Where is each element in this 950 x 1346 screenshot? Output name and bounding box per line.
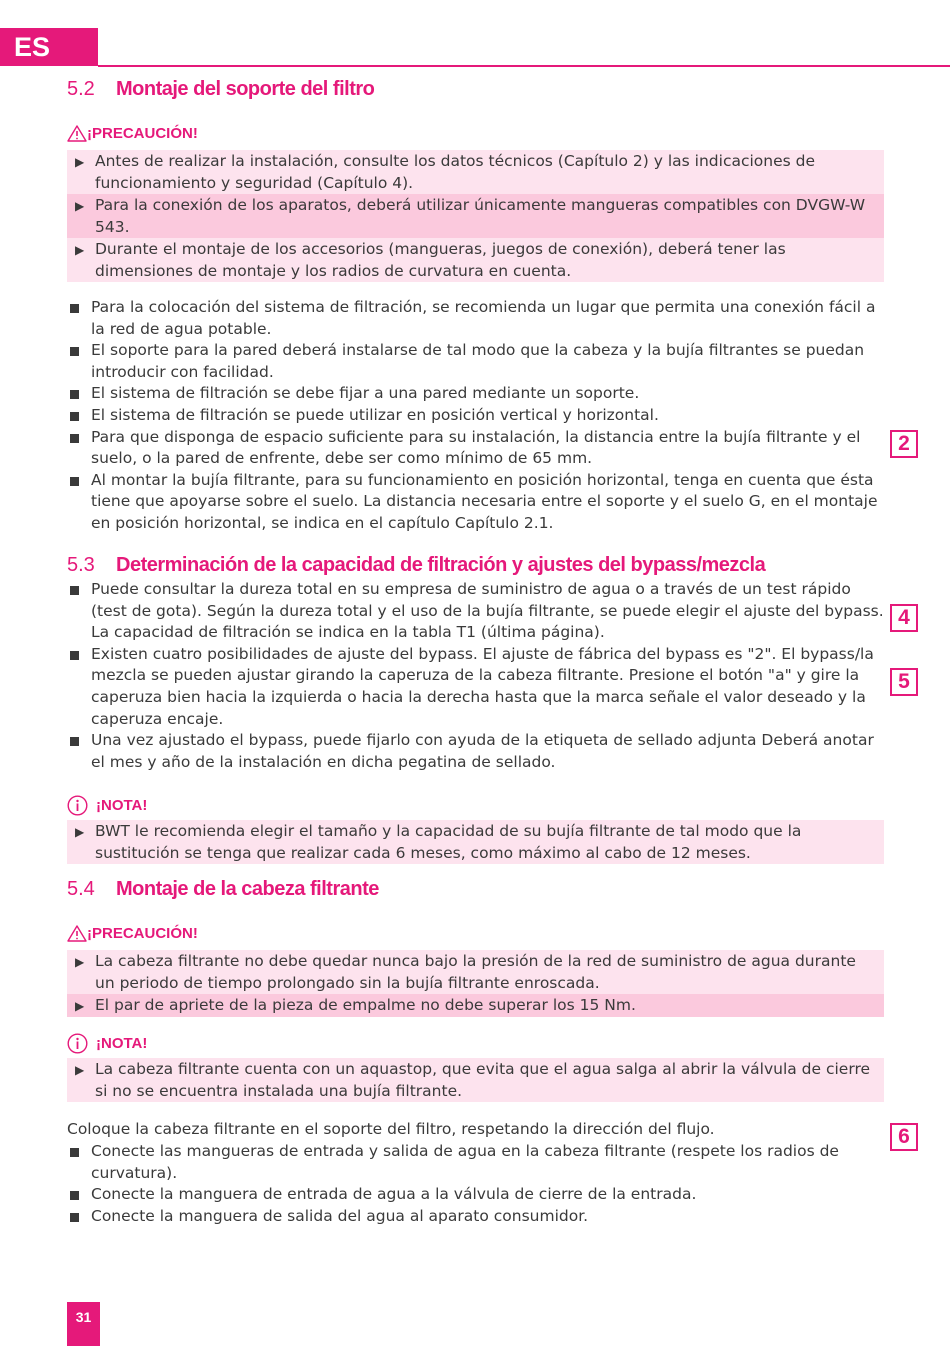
note-item (67, 820, 884, 864)
list-item-text: Conecte la manguera de entrada de agua a la válvula de cierre de la entrada. (91, 1185, 697, 1204)
list-item (67, 297, 887, 340)
square-bullet-icon (70, 737, 79, 746)
section-number: 5.2 (67, 78, 95, 100)
note-label (67, 1033, 147, 1054)
square-bullet-icon (70, 651, 79, 660)
bullet-list (67, 579, 887, 773)
caution-item (67, 194, 884, 238)
triangle-bullet-icon: ▶ (75, 999, 85, 1013)
language-tab: ES (0, 28, 98, 66)
figure-reference-6: 6 (890, 1123, 918, 1151)
note-box (67, 1058, 884, 1102)
section-title: Determinación de la capacidad de filtración y ajustes del bypass/mezcla (116, 554, 766, 576)
square-bullet-icon (70, 1191, 79, 1200)
square-bullet-icon (70, 1213, 79, 1222)
caution-item (67, 994, 884, 1017)
square-bullet-icon (70, 434, 79, 443)
section-title: Montaje del soporte del filtro (116, 78, 375, 100)
section-heading-5-2 (67, 78, 374, 101)
header-rule (98, 65, 950, 67)
caution-box (67, 150, 884, 282)
note-text: ¡NOTA! (96, 1035, 148, 1052)
list-item-text: El sistema de filtración se puede utilizar en posición vertical y horizontal. (91, 405, 659, 424)
caution-item-text: La cabeza filtrante no debe quedar nunca bajo la presión de la red de suministro de agua durante un periodo de tiempo prolongado sin la bujía filtrante enroscada. (95, 952, 856, 992)
caution-item (67, 238, 884, 282)
list-item (67, 730, 887, 773)
section-title: Montaje de la cabeza filtrante (116, 878, 379, 900)
square-bullet-icon (70, 477, 79, 486)
info-circle-icon (67, 1033, 88, 1054)
list-item (67, 644, 887, 730)
list-item (67, 405, 887, 427)
note-item-text: La cabeza filtrante cuenta con un aquastop, que evita que el agua salga al abrir la válvula de cierre si no se encuentra instalada una bujía filtrante. (95, 1060, 871, 1100)
bullet-list (67, 1141, 887, 1227)
info-circle-icon (67, 795, 88, 816)
triangle-bullet-icon: ▶ (75, 825, 85, 839)
triangle-bullet-icon: ▶ (75, 199, 85, 213)
list-item-text: Una vez ajustado el bypass, puede fijarlo con ayuda de la etiqueta de sellado adjunta Deberá anotar el mes y año de la instalación en dicha pegatina de sellado. (91, 731, 874, 771)
section-heading-5-3 (67, 554, 765, 577)
list-item (67, 470, 887, 535)
square-bullet-icon (70, 1148, 79, 1157)
figure-reference-4: 4 (890, 604, 918, 632)
caution-label (67, 925, 198, 942)
square-bullet-icon (70, 347, 79, 356)
list-item-text: Conecte la manguera de salida del agua al aparato consumidor. (91, 1206, 589, 1225)
list-item (67, 579, 887, 644)
list-item (67, 1206, 887, 1228)
caution-text: ¡PRECAUCIÓN! (87, 925, 198, 942)
triangle-bullet-icon: ▶ (75, 155, 85, 169)
list-item (67, 427, 887, 470)
list-item-text: Al montar la bujía filtrante, para su funcionamiento en posición horizontal, tenga en cuenta que ésta tiene que apoyarse sobre el suelo. La distancia necesaria entre el soporte y el suelo G, en el montaje en posición horizontal, se indica en el capítulo Capítulo 2.1. (91, 470, 878, 532)
note-text: ¡NOTA! (96, 797, 148, 814)
bullet-list (67, 297, 887, 535)
list-item-text: Existen cuatro posibilidades de ajuste del bypass. El ajuste de fábrica del bypass es "2". El bypass/la mezcla se pueden ajustar girando la caperuza de la cabeza filtrante. Presione el botón "a" y gire la caperuza bien hacia la izquierda o hacia la derecha hasta que la marca señale el valor deseado y la caperuza encaje. (91, 644, 874, 728)
section-number: 5.3 (67, 554, 95, 576)
note-item (67, 1058, 884, 1102)
list-item-text: Puede consultar la dureza total en su empresa de suministro de agua o a través de un test rápido (test de gota). Según la dureza total y el uso de la bujía filtrante, se puede elegir el ajuste del bypass. La capacidad de filtración se indica en la tabla T1 (última página). (91, 580, 884, 642)
list-item-text: El soporte para la pared deberá instalarse de tal modo que la cabeza y la bujía filtrantes se puedan introducir con facilidad. (91, 341, 865, 381)
caution-item-text: Para la conexión de los aparatos, deberá utilizar únicamente mangueras compatibles con DVGW-W 543. (95, 196, 866, 236)
square-bullet-icon (70, 304, 79, 313)
triangle-bullet-icon: ▶ (75, 243, 85, 257)
warning-triangle-icon (67, 125, 87, 142)
square-bullet-icon (70, 390, 79, 399)
instruction-paragraph: Coloque la cabeza filtrante en el soporte del filtro, respetando la dirección del flujo. (67, 1120, 715, 1138)
list-item-text: Conecte las mangueras de entrada y salida de agua en la cabeza filtrante (respete los radios de curvatura). (91, 1142, 839, 1182)
list-item (67, 1184, 887, 1206)
list-item (67, 1141, 887, 1184)
caution-box (67, 950, 884, 1017)
triangle-bullet-icon: ▶ (75, 1063, 85, 1077)
list-item-text: El sistema de filtración se debe fijar a una pared mediante un soporte. (91, 384, 640, 403)
caution-item (67, 150, 884, 194)
list-item-text: Para que disponga de espacio suficiente para su instalación, la distancia entre la bujía filtrante y el suelo, o la pared de enfrente, debe ser como mínimo de 65 mm. (91, 427, 861, 468)
figure-reference-2: 2 (890, 430, 918, 458)
note-item-text: BWT le recomienda elegir el tamaño y la capacidad de su bujía filtrante de tal modo que la sustitución se tenga que realizar cada 6 meses, como máximo al cabo de 12 meses. (95, 822, 802, 862)
caution-label (67, 125, 198, 142)
caution-item-text: Durante el montaje de los accesorios (mangueras, juegos de conexión), deberá tener las dimensiones de montaje y los radios de curvatura en cuenta. (95, 240, 786, 280)
note-label (67, 795, 147, 816)
section-number: 5.4 (67, 878, 95, 900)
caution-item (67, 950, 884, 994)
list-item (67, 340, 887, 383)
caution-item-text: Antes de realizar la instalación, consulte los datos técnicos (Capítulo 2) y las indicaciones de funcionamiento y seguridad (Capítulo 4). (95, 152, 816, 192)
square-bullet-icon (70, 412, 79, 421)
square-bullet-icon (70, 586, 79, 595)
note-box (67, 820, 884, 864)
figure-reference-5: 5 (890, 668, 918, 696)
section-heading-5-4 (67, 878, 379, 901)
page-number: 31 (67, 1302, 100, 1346)
list-item-text: Para la colocación del sistema de filtración, se recomienda un lugar que permita una conexión fácil a la red de agua potable. (91, 298, 876, 338)
caution-text: ¡PRECAUCIÓN! (87, 125, 198, 142)
caution-item-text: El par de apriete de la pieza de empalme no debe superar los 15 Nm. (95, 996, 636, 1014)
list-item (67, 383, 887, 405)
warning-triangle-icon (67, 925, 87, 942)
triangle-bullet-icon: ▶ (75, 955, 85, 969)
